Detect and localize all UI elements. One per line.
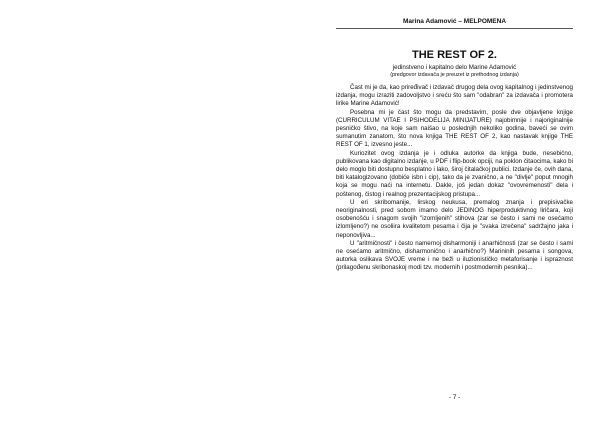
paragraph-1: Čast mi je da, kao priređivač i izdavač drugog dela ovog kapitalnog i jedinstvenog izdanja, mogu izraziti zadovoljstvo i sreću što sam "odabran" za izdavača i promotera lirike Marine Adamović! — [336, 84, 573, 108]
paragraph-4: U eri skribomanije, lirskog neukusa, premalog znanja i prepisivačke neoriginalnosti, pred sobom imamo delo JEDINOG hiperproduktivnog liričara, koji osobenošću i snagom svojih "izomljenih" stihova (zar se često i sami ne osećamo izlomljeno?) ne osoliira kvalitetom pesama i čija je "svaka izrečena" sadržajno jaka i neponovljiva... — [336, 198, 573, 239]
book-page — [336, 18, 573, 413]
paragraph-3: Kuriozitet ovog izdanja je i odluka autorke da knjiga bude, nesebično, publikovana kao digitalno izdanje, u PDF i flip-book opciji, na poklon čitaocima, kako bi delo moglo biti dostupno besplatno i lako, široj čitalačkoj publici. Izdanje će, ovih dana, biti katalogizovano (dobiće isbn i cip), tako da je zvanično, a ne "divlje" poput mnogih koja se mogu naći na internetu. Dakle, još jedan dokaz "ovovremenosti" dela i poštenog, čistog i realnog prezentacijskog pristupa... — [336, 149, 573, 198]
paragraph-5: U "aritmičnosti" i često namernoj disharmoniji i anarhičnosti (zar se često i sami ne osećamo aritmično, disharmonično i anarhično?) Marininih pesama i songova, autorka oslikava SVOJE vreme i ne beži u iluzionističko metaforisanje i ispraznost (prilagođenu skribonaskoj modi tzv. modernih i postmodernih pesnika)... — [336, 239, 573, 272]
page-subtitle: jedinstveno i kapitalno delo Marine Adamović — [392, 64, 517, 71]
page-title: THE REST OF 2. — [412, 49, 497, 61]
editor-note: (predgovor izdavača je preuzet iz prethodnog izdanja) — [390, 72, 519, 78]
running-header: Marina Adamović – MELPOMENA — [336, 18, 573, 29]
page-number: - 7 - — [448, 394, 461, 401]
paragraph-2: Posebna mi je čast što mogu da predstavim, posle dve objavljene knjige (CURRICULUM VITAE I PSIHODELIJA MINIJATURE) najobimnije i najoriginalnije pesničko štivo, na koje sam naišao u poslednjih nekoliko godina, baveći se ovim sumanutim zanatom, što nova knjiga THE REST OF 2, kao nastavak knjige THE REST OF 1, izvesno jeste... — [336, 108, 573, 149]
